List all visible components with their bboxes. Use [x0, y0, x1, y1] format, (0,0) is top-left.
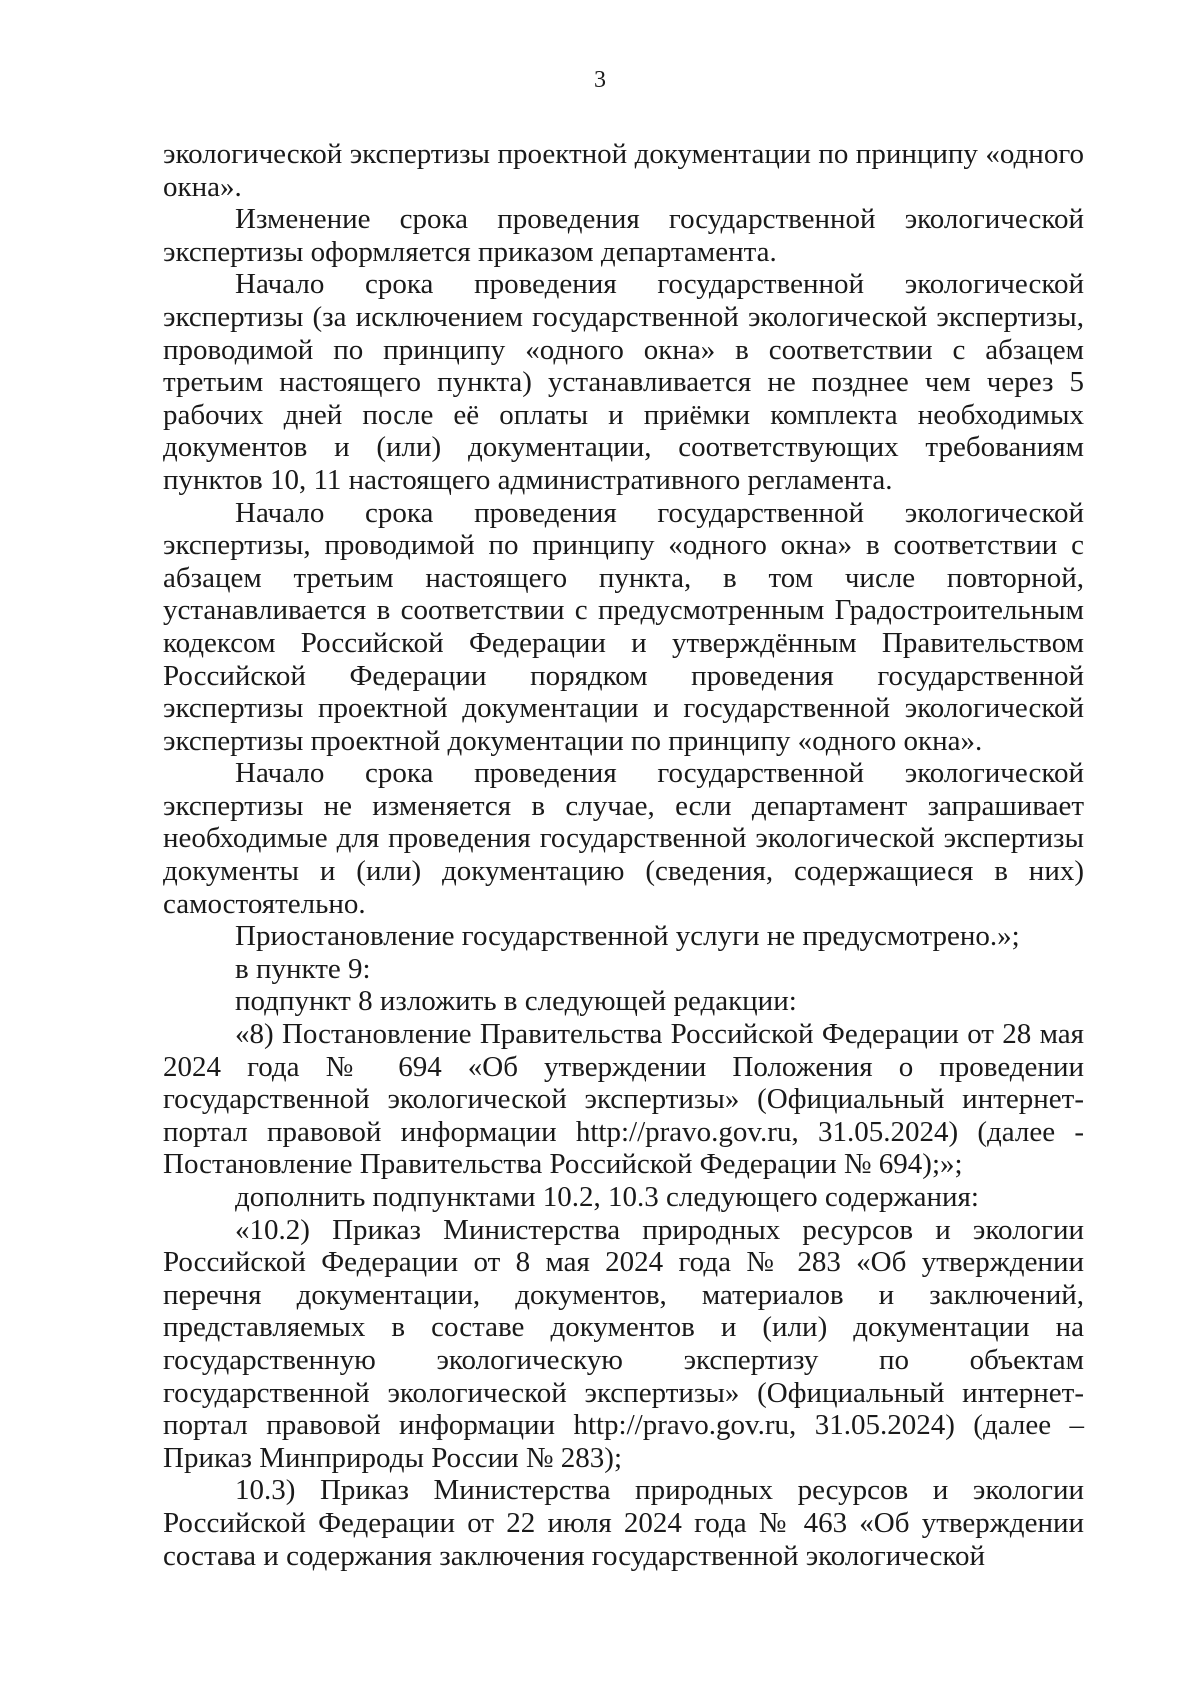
- paragraph-subitem-8-intro: подпункт 8 изложить в следующей редакции:: [235, 985, 797, 1018]
- paragraph-term-start-one-window: Начало срока проведения государственной экологической экспертизы, проводимой по принципу «одного окна» в соответствии с абзацем третьим настоящего пункта, в том числе повторной, устанавливается в соответствии с предусмотренным Градостроительным кодексом Российской Федерации и утверждённым Правительством Российской Федерации порядком проведения государственной экспертизы проектной документации и государственной экологической экспертизы проектной документации по принципу «одного окна».: [163, 496, 1084, 757]
- paragraph-item-9: в пункте 9:: [235, 952, 371, 985]
- paragraph-term-change: Изменение срока проведения государственной экологической экспертизы оформляется приказом департамента.: [163, 203, 1084, 268]
- paragraph-term-start: Начало срока проведения государственной экологической экспертизы (за исключением государственной экологической экспертизы, проводимой по принципу «одного окна» в соответствии с абзацем третьим настоящего пункта) устанавливается не позднее чем через 5 рабочих дней после её оплаты и приёмки комплекта необходимых документов и (или) документации, соответствующих требованиям пунктов 10, 11 настоящего административного регламента.: [163, 268, 1084, 496]
- paragraph-continuation: экологической экспертизы проектной документации по принципу «одного окна».: [163, 138, 1084, 203]
- page-number: 3: [594, 67, 606, 93]
- paragraph-subitem-8: «8) Постановление Правительства Российской Федерации от 28 мая 2024 года № 694 «Об утверждении Положения о проведении государственной экологической экспертизы» (Официальный интернет-портал правовой информации http://pravo.gov.ru, 31.05.2024) (далее - Постановление Правительства Российской Федерации № 694);»;: [163, 1018, 1084, 1181]
- paragraph-subitem-10-3: 10.3) Приказ Министерства природных ресурсов и экологии Российской Федерации от 22 июля 2024 года № 463 «Об утверждении состава и содержания заключения государственной экологической: [163, 1474, 1084, 1572]
- paragraph-suspension: Приостановление государственной услуги не предусмотрено.»;: [235, 920, 1020, 953]
- paragraph-add-subitems: дополнить подпунктами 10.2, 10.3 следующего содержания:: [235, 1181, 979, 1213]
- document-body: [163, 138, 1084, 1572]
- paragraph-term-unchanged: Начало срока проведения государственной экологической экспертизы не изменяется в случае, если департамент запрашивает необходимые для проведения государственной экологической экспертизы документы и (или) документацию (сведения, содержащиеся в них) самостоятельно.: [163, 757, 1084, 920]
- paragraph-subitem-10-2: «10.2) Приказ Министерства природных ресурсов и экологии Российской Федерации от 8 мая 2024 года № 283 «Об утверждении перечня документации, документов, материалов и заключений, представляемых в составе документов и (или) документации на государственную экологическую экспертизу по объектам государственной экологической экспертизы» (Официальный интернет-портал правовой информации http://pravo.gov.ru, 31.05.2024) (далее – Приказ Минприроды России № 283);: [163, 1213, 1084, 1474]
